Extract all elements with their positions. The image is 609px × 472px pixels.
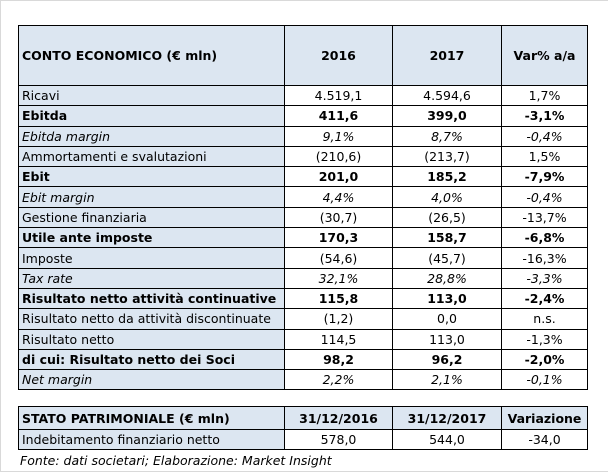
row-label: Ebitda bbox=[19, 106, 285, 126]
row-label: Ebit margin bbox=[19, 187, 285, 207]
value-2016: 4.519,1 bbox=[285, 86, 393, 106]
value-2017: 8,7% bbox=[393, 126, 502, 146]
table-row bbox=[19, 187, 588, 207]
value-2016: 201,0 bbox=[285, 167, 393, 187]
value-variation: 1,7% bbox=[502, 86, 588, 106]
balance-sheet-table bbox=[18, 406, 588, 450]
value-2017: 0,0 bbox=[393, 309, 502, 329]
row-label: Indebitamento finanziario netto bbox=[19, 430, 285, 450]
value-2017: (213,7) bbox=[393, 146, 502, 166]
value-variation: -7,9% bbox=[502, 167, 588, 187]
table-row bbox=[19, 288, 588, 308]
value-2017: (45,7) bbox=[393, 248, 502, 268]
value-2016: 578,0 bbox=[285, 430, 393, 450]
row-label: Ebitda margin bbox=[19, 126, 285, 146]
table-row bbox=[19, 329, 588, 349]
value-variation: -1,3% bbox=[502, 329, 588, 349]
table-row bbox=[19, 370, 588, 390]
row-label: di cui: Risultato netto dei Soci bbox=[19, 349, 285, 369]
table-row bbox=[19, 86, 588, 106]
row-label: Gestione finanziaria bbox=[19, 207, 285, 227]
table-row bbox=[19, 126, 588, 146]
value-2017: 4,0% bbox=[393, 187, 502, 207]
value-2017: 2,1% bbox=[393, 370, 502, 390]
value-variation: -3,1% bbox=[502, 106, 588, 126]
source-note: Fonte: dati societari; Elaborazione: Market Insight bbox=[20, 453, 332, 468]
value-variation: -2,0% bbox=[502, 349, 588, 369]
value-variation: -0,4% bbox=[502, 187, 588, 207]
value-2016: 4,4% bbox=[285, 187, 393, 207]
header-2016: 31/12/2016 bbox=[285, 407, 393, 430]
row-label: Ebit bbox=[19, 167, 285, 187]
value-2016: 114,5 bbox=[285, 329, 393, 349]
row-label: Ricavi bbox=[19, 86, 285, 106]
value-variation: -0,1% bbox=[502, 370, 588, 390]
header-label: STATO PATRIMONIALE (€ mln) bbox=[19, 407, 285, 430]
value-2017: 4.594,6 bbox=[393, 86, 502, 106]
value-2016: 411,6 bbox=[285, 106, 393, 126]
value-2017: 28,8% bbox=[393, 268, 502, 288]
header-variation: Var% a/a bbox=[502, 26, 588, 86]
value-2017: (26,5) bbox=[393, 207, 502, 227]
value-variation: -3,3% bbox=[502, 268, 588, 288]
row-label: Risultato netto attività continuative bbox=[19, 288, 285, 308]
table-row bbox=[19, 167, 588, 187]
value-2016: (54,6) bbox=[285, 248, 393, 268]
value-2017: 158,7 bbox=[393, 228, 502, 248]
table-row bbox=[19, 248, 588, 268]
income-statement-table bbox=[18, 25, 588, 390]
value-2017: 544,0 bbox=[393, 430, 502, 450]
value-2017: 96,2 bbox=[393, 349, 502, 369]
header-label: CONTO ECONOMICO (€ mln) bbox=[19, 26, 285, 86]
value-variation: -2,4% bbox=[502, 288, 588, 308]
value-2017: 399,0 bbox=[393, 106, 502, 126]
header-variation: Variazione bbox=[502, 407, 588, 430]
value-2017: 185,2 bbox=[393, 167, 502, 187]
value-variation: -16,3% bbox=[502, 248, 588, 268]
table-header-row bbox=[19, 407, 588, 430]
value-2016: (1,2) bbox=[285, 309, 393, 329]
header-2017: 31/12/2017 bbox=[393, 407, 502, 430]
header-2017: 2017 bbox=[393, 26, 502, 86]
value-2016: 115,8 bbox=[285, 288, 393, 308]
value-2016: 170,3 bbox=[285, 228, 393, 248]
value-2016: (30,7) bbox=[285, 207, 393, 227]
row-label: Risultato netto da attività discontinuate bbox=[19, 309, 285, 329]
value-2016: 9,1% bbox=[285, 126, 393, 146]
value-2017: 113,0 bbox=[393, 288, 502, 308]
value-variation: n.s. bbox=[502, 309, 588, 329]
table-row bbox=[19, 228, 588, 248]
value-2017: 113,0 bbox=[393, 329, 502, 349]
value-2016: (210,6) bbox=[285, 146, 393, 166]
row-label: Tax rate bbox=[19, 268, 285, 288]
value-2016: 98,2 bbox=[285, 349, 393, 369]
header-2016: 2016 bbox=[285, 26, 393, 86]
table-row bbox=[19, 268, 588, 288]
value-variation: -6,8% bbox=[502, 228, 588, 248]
value-variation: -13,7% bbox=[502, 207, 588, 227]
table-header-row bbox=[19, 26, 588, 86]
row-label: Ammortamenti e svalutazioni bbox=[19, 146, 285, 166]
table-row bbox=[19, 146, 588, 166]
row-label: Imposte bbox=[19, 248, 285, 268]
table-row bbox=[19, 309, 588, 329]
table-row bbox=[19, 349, 588, 369]
row-label: Utile ante imposte bbox=[19, 228, 285, 248]
value-2016: 32,1% bbox=[285, 268, 393, 288]
value-2016: 2,2% bbox=[285, 370, 393, 390]
value-variation: -0,4% bbox=[502, 126, 588, 146]
value-variation: -34,0 bbox=[502, 430, 588, 450]
table-row bbox=[19, 430, 588, 450]
row-label: Net margin bbox=[19, 370, 285, 390]
table-row bbox=[19, 207, 588, 227]
value-variation: 1,5% bbox=[502, 146, 588, 166]
row-label: Risultato netto bbox=[19, 329, 285, 349]
table-row bbox=[19, 106, 588, 126]
